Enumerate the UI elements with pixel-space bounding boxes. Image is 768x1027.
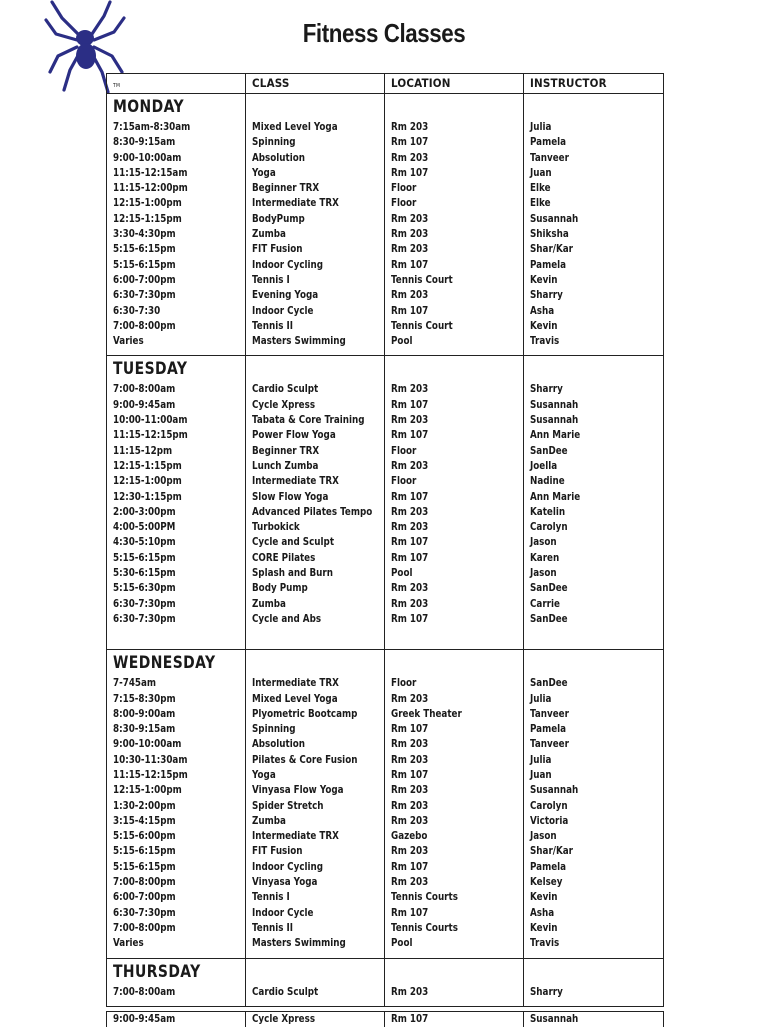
schedule-cell-class: Spinning bbox=[252, 137, 296, 149]
schedule-cell-time: Varies bbox=[113, 938, 144, 950]
table-row bbox=[107, 1012, 663, 1027]
schedule-cell-location: Rm 203 bbox=[391, 693, 429, 705]
schedule-cell-instructor: Joella bbox=[530, 460, 558, 472]
heading-spacer bbox=[391, 959, 523, 985]
schedule-cell-location: Rm 107 bbox=[391, 724, 429, 736]
schedule-cell-time: 6:00-7:00pm bbox=[113, 274, 176, 286]
schedule-cell-location: Rm 107 bbox=[391, 552, 429, 564]
schedule-cell-instructor: Asha bbox=[530, 305, 555, 317]
heading-spacer bbox=[530, 959, 663, 985]
schedule-cell-time: 7-745am bbox=[113, 678, 157, 690]
heading-spacer bbox=[252, 356, 384, 382]
schedule-cell-instructor: Tanveer bbox=[530, 152, 569, 164]
column-header-class: CLASS bbox=[246, 74, 385, 93]
schedule-cell-class: Indoor Cycling bbox=[252, 259, 324, 271]
schedule-cell-class: Masters Swimming bbox=[252, 336, 346, 348]
schedule-cell-class: Cycle and Sculpt bbox=[252, 537, 335, 549]
schedule-cell-class: FIT Fusion bbox=[252, 846, 303, 858]
schedule-cell-time: Varies bbox=[113, 336, 144, 348]
schedule-cell-location: Rm 203 bbox=[391, 506, 429, 518]
day-heading: WEDNESDAY bbox=[113, 653, 216, 674]
row-spacer bbox=[252, 952, 384, 958]
schedule-cell-time: 10:30-11:30am bbox=[113, 754, 188, 766]
schedule-cell-class: Zumba bbox=[252, 229, 286, 241]
day-column-class bbox=[246, 650, 385, 957]
schedule-cell-time: 11:15-12:15pm bbox=[113, 430, 188, 442]
schedule-cell-instructor: Ann Marie bbox=[530, 430, 581, 442]
schedule-cell-location: Rm 203 bbox=[391, 754, 429, 766]
schedule-cell-instructor: Travis bbox=[530, 938, 560, 950]
schedule-cell-instructor: Sharry bbox=[530, 290, 563, 302]
row-spacer bbox=[530, 952, 663, 958]
schedule-cell-location: Rm 107 bbox=[391, 137, 429, 149]
heading-spacer bbox=[530, 650, 663, 676]
schedule-cell-location: Floor bbox=[391, 198, 417, 210]
schedule-cell-time: 1:30-2:00pm bbox=[113, 800, 176, 812]
schedule-cell-instructor: Jason bbox=[530, 568, 557, 580]
row-spacer bbox=[113, 349, 245, 355]
schedule-cell-location: Tennis Courts bbox=[391, 922, 458, 934]
schedule-cell-location: Rm 203 bbox=[391, 877, 429, 889]
schedule-cell-instructor: Victoria bbox=[530, 815, 569, 827]
schedule-cell-time: 5:15-6:00pm bbox=[113, 831, 176, 843]
schedule-cell-time: 7:00-8:00pm bbox=[113, 922, 176, 934]
column-header-location: LOCATION bbox=[385, 74, 524, 93]
schedule-cell-instructor: Tanveer bbox=[530, 739, 569, 751]
day-column-location bbox=[385, 94, 524, 355]
schedule-cell-location: Pool bbox=[391, 336, 413, 348]
schedule-cell-time: 4:30-5:10pm bbox=[113, 537, 176, 549]
heading-spacer bbox=[391, 650, 523, 676]
schedule-cell-class: Cardio Sculpt bbox=[252, 986, 319, 998]
schedule-cell-class: Mixed Level Yoga bbox=[252, 693, 338, 705]
schedule-cell-class: Beginner TRX bbox=[252, 183, 320, 195]
row-spacer bbox=[530, 627, 663, 649]
schedule-cell-location: Rm 107 bbox=[391, 769, 429, 781]
schedule-cell-location: Pool bbox=[391, 938, 413, 950]
day-column-time bbox=[107, 1012, 246, 1027]
schedule-cell-instructor: Elke bbox=[530, 198, 551, 210]
schedule-cell-time: 9:00-9:45am bbox=[113, 1014, 176, 1025]
schedule-cell-time: 6:30-7:30pm bbox=[113, 290, 176, 302]
schedule-cell-instructor: Susannah bbox=[530, 213, 579, 225]
heading-spacer bbox=[252, 959, 384, 985]
schedule-cell-instructor: Kevin bbox=[530, 922, 558, 934]
schedule-cell-instructor: Pamela bbox=[530, 724, 567, 736]
day-column-location bbox=[385, 1012, 524, 1027]
schedule-cell-instructor: Sharry bbox=[530, 384, 563, 396]
heading-spacer bbox=[530, 94, 663, 120]
schedule-cell-class: Absolution bbox=[252, 152, 305, 164]
schedule-cell-location: Rm 203 bbox=[391, 152, 429, 164]
schedule-cell-class: Pilates & Core Fusion bbox=[252, 754, 358, 766]
schedule-cell-location: Floor bbox=[391, 183, 417, 195]
schedule-cell-time: 7:15-8:30pm bbox=[113, 693, 176, 705]
schedule-cell-class: Tennis I bbox=[252, 892, 290, 904]
day-column-time bbox=[107, 650, 246, 957]
schedule-cell-location: Rm 203 bbox=[391, 460, 429, 472]
schedule-cell-class: Yoga bbox=[252, 769, 276, 781]
schedule-cell-instructor: Asha bbox=[530, 907, 555, 919]
schedule-cell-location: Rm 203 bbox=[391, 583, 429, 595]
schedule-cell-instructor: Shar/Kar bbox=[530, 846, 574, 858]
schedule-cell-class: Body Pump bbox=[252, 583, 308, 595]
schedule-cell-class: Tabata & Core Training bbox=[252, 415, 365, 427]
schedule-cell-location: Rm 203 bbox=[391, 739, 429, 751]
schedule-cell-class: Spider Stretch bbox=[252, 800, 324, 812]
row-spacer bbox=[113, 627, 245, 649]
schedule-cell-instructor: Pamela bbox=[530, 861, 567, 873]
schedule-cell-time: 5:15-6:30pm bbox=[113, 583, 176, 595]
day-heading: MONDAY bbox=[113, 97, 184, 117]
schedule-cell-instructor: Susannah bbox=[530, 415, 579, 427]
heading-spacer bbox=[530, 356, 663, 382]
schedule-cell-location: Tennis Court bbox=[391, 320, 453, 332]
schedule-cell-class: Cycle Xpress bbox=[252, 1014, 316, 1025]
schedule-cell-class: Intermediate TRX bbox=[252, 831, 339, 843]
schedule-cell-time: 12:30-1:15pm bbox=[113, 491, 182, 503]
schedule-cell-class: Absolution bbox=[252, 739, 305, 751]
schedule-cell-class: Cycle Xpress bbox=[252, 399, 316, 411]
schedule-cell-location: Rm 203 bbox=[391, 800, 429, 812]
heading-spacer bbox=[391, 356, 523, 382]
schedule-cell-location: Floor bbox=[391, 476, 417, 488]
schedule-cell-location: Rm 107 bbox=[391, 861, 429, 873]
schedule-cell-class: Cycle and Abs bbox=[252, 613, 322, 625]
schedule-cell-time: 12:15-1:00pm bbox=[113, 785, 182, 797]
schedule-cell-class: Zumba bbox=[252, 598, 286, 610]
row-spacer bbox=[530, 349, 663, 355]
schedule-cell-time: 11:15-12:15pm bbox=[113, 769, 188, 781]
day-section-wednesday bbox=[107, 650, 663, 958]
day-heading: THURSDAY bbox=[113, 961, 201, 982]
schedule-cell-location: Tennis Court bbox=[391, 274, 453, 286]
schedule-cell-class: Tennis II bbox=[252, 320, 294, 332]
schedule-cell-class: Spinning bbox=[252, 724, 296, 736]
schedule-cell-time: 3:30-4:30pm bbox=[113, 229, 176, 241]
schedule-cell-class: Turbokick bbox=[252, 522, 300, 534]
trademark-mark: TM bbox=[107, 74, 246, 93]
schedule-cell-instructor: Julia bbox=[530, 122, 552, 133]
day-section-monday bbox=[107, 94, 663, 356]
schedule-cell-time: 9:00-9:45am bbox=[113, 399, 176, 411]
schedule-cell-instructor: Tanveer bbox=[530, 708, 569, 720]
day-column-class bbox=[246, 94, 385, 355]
schedule-cell-instructor: Susannah bbox=[530, 399, 579, 411]
schedule-cell-location: Rm 107 bbox=[391, 259, 429, 271]
day-column-instructor bbox=[524, 650, 663, 957]
schedule-cell-instructor: Elke bbox=[530, 183, 551, 195]
schedule-cell-instructor: SanDee bbox=[530, 678, 568, 690]
day-column-time bbox=[107, 959, 246, 1006]
day-column-time bbox=[107, 356, 246, 649]
schedule-cell-instructor: Kevin bbox=[530, 892, 558, 904]
schedule-cell-time: 7:00-8:00am bbox=[113, 384, 176, 396]
schedule-cell-instructor: Carolyn bbox=[530, 522, 568, 534]
schedule-cell-time: 7:15am-8:30am bbox=[113, 122, 191, 133]
schedule-cell-instructor: SanDee bbox=[530, 583, 568, 595]
schedule-cell-instructor: Kevin bbox=[530, 320, 558, 332]
schedule-cell-instructor: Carrie bbox=[530, 598, 560, 610]
schedule-cell-location: Rm 203 bbox=[391, 290, 429, 302]
schedule-cell-location: Rm 107 bbox=[391, 613, 429, 625]
row-spacer bbox=[391, 349, 523, 355]
schedule-cell-class: Beginner TRX bbox=[252, 445, 320, 457]
day-column-location bbox=[385, 959, 524, 1006]
schedule-cell-instructor: Kelsey bbox=[530, 877, 563, 889]
schedule-cell-location: Rm 107 bbox=[391, 491, 429, 503]
schedule-cell-instructor: Katelin bbox=[530, 506, 566, 518]
schedule-cell-class: CORE Pilates bbox=[252, 552, 316, 564]
schedule-cell-class: Indoor Cycle bbox=[252, 305, 314, 317]
schedule-cell-location: Floor bbox=[391, 445, 417, 457]
schedule-cell-location: Tennis Courts bbox=[391, 892, 458, 904]
schedule-cell-time: 6:30-7:30 bbox=[113, 305, 161, 317]
schedule-cell-location: Rm 107 bbox=[391, 537, 429, 549]
schedule-cell-class: Power Flow Yoga bbox=[252, 430, 336, 442]
schedule-cell-instructor: Shiksha bbox=[530, 229, 569, 241]
schedule-cell-class: Zumba bbox=[252, 815, 286, 827]
schedule-cell-time: 11:15-12pm bbox=[113, 445, 173, 457]
schedule-cell-time: 12:15-1:15pm bbox=[113, 213, 182, 225]
schedule-cell-instructor: Julia bbox=[530, 693, 552, 705]
schedule-cell-class: Splash and Burn bbox=[252, 568, 333, 580]
schedule-cell-location: Pool bbox=[391, 568, 413, 580]
schedule-cell-class: Vinyasa Flow Yoga bbox=[252, 785, 344, 797]
schedule-cell-instructor: Kevin bbox=[530, 274, 558, 286]
schedule-cell-class: Slow Flow Yoga bbox=[252, 491, 329, 503]
schedule-cell-time: 2:00-3:00pm bbox=[113, 506, 176, 518]
schedule-cell-time: 3:15-4:15pm bbox=[113, 815, 176, 827]
day-column-location bbox=[385, 650, 524, 957]
schedule-cell-time: 7:00-8:00pm bbox=[113, 320, 176, 332]
schedule-cell-time: 8:30-9:15am bbox=[113, 137, 176, 149]
schedule-table bbox=[106, 73, 664, 1007]
schedule-cell-location: Rm 203 bbox=[391, 415, 429, 427]
heading-spacer bbox=[391, 94, 523, 120]
schedule-cell-time: 6:00-7:00pm bbox=[113, 892, 176, 904]
schedule-cell-instructor: Susannah bbox=[530, 785, 579, 797]
day-column-instructor bbox=[524, 94, 663, 355]
row-spacer bbox=[113, 1000, 245, 1006]
schedule-cell-location: Rm 107 bbox=[391, 430, 429, 442]
schedule-cell-instructor: Jason bbox=[530, 537, 557, 549]
schedule-cell-instructor: Susannah bbox=[530, 1014, 579, 1025]
schedule-cell-instructor: Ann Marie bbox=[530, 491, 581, 503]
schedule-cell-time: 5:15-6:15pm bbox=[113, 861, 176, 873]
schedule-cell-instructor: Karen bbox=[530, 552, 560, 564]
schedule-cell-class: Advanced Pilates Tempo bbox=[252, 506, 373, 518]
schedule-cell-time: 9:00-10:00am bbox=[113, 152, 182, 164]
column-header-instructor: INSTRUCTOR bbox=[530, 76, 607, 90]
row-spacer bbox=[391, 952, 523, 958]
schedule-cell-class: Intermediate TRX bbox=[252, 476, 339, 488]
day-column-instructor bbox=[524, 959, 663, 1006]
row-spacer bbox=[391, 1000, 523, 1006]
schedule-cell-location: Rm 107 bbox=[391, 167, 429, 179]
schedule-cell-instructor: Shar/Kar bbox=[530, 244, 574, 256]
schedule-cell-location: Greek Theater bbox=[391, 708, 462, 720]
day-column-class bbox=[246, 356, 385, 649]
schedule-cell-class: Evening Yoga bbox=[252, 290, 319, 302]
schedule-cell-class: Lunch Zumba bbox=[252, 460, 319, 472]
schedule-cell-class: Mixed Level Yoga bbox=[252, 122, 338, 133]
schedule-cell-time: 6:30-7:30pm bbox=[113, 598, 176, 610]
schedule-cell-location: Rm 107 bbox=[391, 907, 429, 919]
schedule-cell-instructor: SanDee bbox=[530, 613, 568, 625]
schedule-cell-class: Tennis II bbox=[252, 922, 294, 934]
schedule-cell-instructor: Nadine bbox=[530, 476, 565, 488]
day-column-time bbox=[107, 94, 246, 355]
schedule-cell-instructor: Pamela bbox=[530, 137, 567, 149]
schedule-cell-class: Intermediate TRX bbox=[252, 678, 339, 690]
schedule-cell-time: 12:15-1:00pm bbox=[113, 476, 182, 488]
schedule-cell-location: Rm 203 bbox=[391, 846, 429, 858]
schedule-cell-location: Rm 203 bbox=[391, 384, 429, 396]
day-column-class bbox=[246, 959, 385, 1006]
schedule-cell-location: Rm 203 bbox=[391, 815, 429, 827]
schedule-cell-instructor: Juan bbox=[530, 769, 552, 781]
schedule-cell-location: Rm 203 bbox=[391, 229, 429, 241]
schedule-cell-instructor: Sharry bbox=[530, 986, 563, 998]
schedule-cell-class: Plyometric Bootcamp bbox=[252, 708, 358, 720]
schedule-cell-time: 5:15-6:15pm bbox=[113, 552, 176, 564]
schedule-cell-time: 6:30-7:30pm bbox=[113, 907, 176, 919]
schedule-cell-time: 5:30-6:15pm bbox=[113, 568, 176, 580]
day-section-tuesday bbox=[107, 356, 663, 650]
schedule-cell-time: 6:30-7:30pm bbox=[113, 613, 176, 625]
row-spacer bbox=[252, 1000, 384, 1006]
row-spacer bbox=[530, 1000, 663, 1006]
schedule-cell-class: Masters Swimming bbox=[252, 938, 346, 950]
schedule-cell-instructor: Pamela bbox=[530, 259, 567, 271]
table-header-row bbox=[107, 74, 663, 94]
schedule-cell-time: 5:15-6:15pm bbox=[113, 244, 176, 256]
schedule-cell-time: 12:15-1:15pm bbox=[113, 460, 182, 472]
heading-spacer bbox=[252, 650, 384, 676]
schedule-cell-location: Floor bbox=[391, 678, 417, 690]
schedule-cell-time: 7:00-8:00am bbox=[113, 986, 176, 998]
schedule-cell-location: Rm 203 bbox=[391, 244, 429, 256]
schedule-cell-location: Rm 203 bbox=[391, 213, 429, 225]
day-column-instructor bbox=[524, 356, 663, 649]
schedule-cell-location: Rm 107 bbox=[391, 305, 429, 317]
row-spacer bbox=[391, 627, 523, 649]
row-spacer bbox=[252, 349, 384, 355]
schedule-cell-instructor: Julia bbox=[530, 754, 552, 766]
row-spacer bbox=[113, 952, 245, 958]
schedule-cell-time: 8:00-9:00am bbox=[113, 708, 176, 720]
schedule-cell-time: 5:15-6:15pm bbox=[113, 846, 176, 858]
heading-spacer bbox=[252, 94, 384, 120]
schedule-cell-time: 9:00-10:00am bbox=[113, 739, 182, 751]
day-heading: TUESDAY bbox=[113, 359, 188, 380]
schedule-cell-location: Rm 203 bbox=[391, 522, 429, 534]
schedule-cell-class: Tennis I bbox=[252, 274, 290, 286]
schedule-cell-location: Rm 203 bbox=[391, 122, 429, 133]
schedule-cell-time: 8:30-9:15am bbox=[113, 724, 176, 736]
schedule-cell-instructor: Juan bbox=[530, 167, 552, 179]
schedule-cell-location: Rm 203 bbox=[391, 598, 429, 610]
schedule-cell-time: 12:15-1:00pm bbox=[113, 198, 182, 210]
schedule-cell-class: FIT Fusion bbox=[252, 244, 303, 256]
schedule-cell-instructor: Travis bbox=[530, 336, 560, 348]
schedule-table-continued bbox=[106, 1011, 664, 1027]
schedule-cell-location: Rm 107 bbox=[391, 399, 429, 411]
schedule-cell-class: Intermediate TRX bbox=[252, 198, 339, 210]
schedule-cell-location: Gazebo bbox=[391, 831, 428, 843]
schedule-cell-time: 11:15-12:15am bbox=[113, 167, 188, 179]
schedule-cell-class: Vinyasa Yoga bbox=[252, 877, 318, 889]
day-section-thursday bbox=[107, 959, 663, 1006]
schedule-cell-time: 7:00-8:00pm bbox=[113, 877, 176, 889]
day-column-class bbox=[246, 1012, 385, 1027]
schedule-cell-instructor: SanDee bbox=[530, 445, 568, 457]
schedule-cell-time: 10:00-11:00am bbox=[113, 415, 188, 427]
schedule-cell-class: Cardio Sculpt bbox=[252, 384, 319, 396]
day-column-location bbox=[385, 356, 524, 649]
schedule-cell-time: 4:00-5:00PM bbox=[113, 522, 176, 534]
day-column-instructor bbox=[524, 1012, 663, 1027]
row-spacer bbox=[252, 627, 384, 649]
schedule-cell-class: Indoor Cycling bbox=[252, 861, 324, 873]
schedule-cell-time: 5:15-6:15pm bbox=[113, 259, 176, 271]
schedule-cell-time: 11:15-12:00pm bbox=[113, 183, 188, 195]
schedule-cell-instructor: Jason bbox=[530, 831, 557, 843]
schedule-cell-location: Rm 107 bbox=[391, 1014, 429, 1025]
page-title: Fitness Classes bbox=[302, 18, 466, 48]
schedule-cell-instructor: Carolyn bbox=[530, 800, 568, 812]
schedule-cell-location: Rm 203 bbox=[391, 986, 429, 998]
schedule-cell-class: BodyPump bbox=[252, 213, 305, 225]
schedule-cell-location: Rm 203 bbox=[391, 785, 429, 797]
schedule-cell-class: Indoor Cycle bbox=[252, 907, 314, 919]
schedule-cell-class: Yoga bbox=[252, 167, 276, 179]
